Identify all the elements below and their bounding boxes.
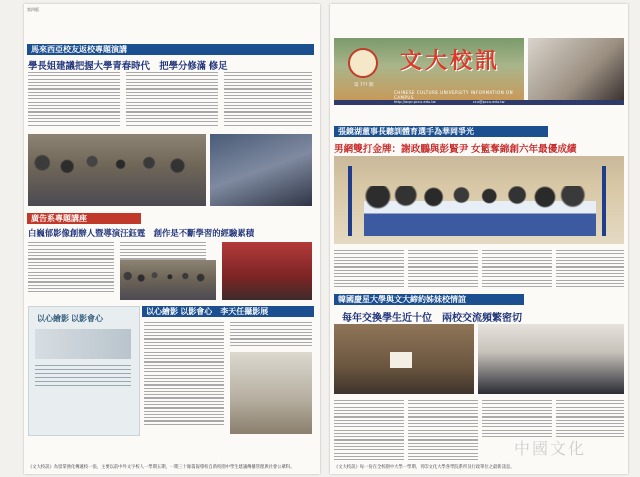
text-block: [334, 400, 404, 462]
university-emblem-icon: [348, 48, 378, 78]
section-banner-korea: 韓國慶星大學與文大締約姊妹校情誼: [334, 294, 524, 305]
section-banner-sports: 張鏡湖董事長聽訓體育選手為華岡爭光: [334, 126, 548, 137]
text-block: [334, 250, 404, 289]
page-number: 第四版: [27, 7, 39, 12]
text-block: [28, 72, 120, 128]
section-banner-ad: 廣告系專題講座: [27, 213, 141, 224]
text-block: [144, 322, 224, 427]
poster-text: [35, 365, 131, 427]
left-page: [24, 4, 320, 474]
text-block: [556, 250, 624, 289]
headline-korea: 每年交換學生近十位 兩校交流頻繁密切: [342, 313, 522, 324]
text-block: [28, 242, 114, 295]
portrait-photo: [528, 38, 624, 100]
text-block: [408, 400, 478, 462]
certificate: [390, 352, 412, 368]
text-block: [230, 322, 312, 348]
exhibition-poster: [28, 306, 140, 436]
section-banner-photo-exhibit: 以心繪影 以影會心 李天任攝影展: [142, 306, 314, 317]
exhibit-hall-photo: [230, 352, 312, 434]
right-footer: 《文大校訊》每一份在全校園中大學一學期，刊印文化大學各學院系所及行政單位之最新訊息。: [334, 465, 515, 470]
text-block: [126, 72, 218, 128]
lecture-photo: [210, 134, 312, 206]
text-block: [408, 250, 478, 289]
text-block: [482, 400, 552, 439]
flag-icon: [348, 166, 352, 236]
website-url[interactable]: http://ocpr.pccu.edu.tw: [394, 100, 436, 104]
masthead: [334, 38, 524, 100]
poster-image: [35, 329, 131, 359]
masthead-info-bar: [334, 100, 624, 105]
stage-photo: [222, 242, 312, 300]
masthead-title: 文大校訊: [400, 48, 501, 73]
section-banner-alumni: 馬來西亞校友返校專題演講: [27, 44, 314, 55]
masthead-subtitle: CHINESE CULTURE UNIVERSITY INFORMATION ON CAMPUS: [394, 90, 514, 100]
athletes-group-photo: [334, 156, 624, 244]
watermark: 中國文化: [513, 441, 586, 458]
text-block: [224, 72, 312, 128]
poster-title: 以心繪影 以影會心: [37, 314, 103, 323]
text-block: [482, 250, 552, 289]
issue-number: 第 7?? 期: [354, 83, 374, 88]
headline-ad: 白巍郁影像創辦人暨導演汪鈺霆 創作是不斷學習的經驗累積: [28, 228, 255, 238]
left-footer: 《文大校訊》為留掌強化傳遞校一張，主要以前中外文字校人一學期五期，一期三十餘篇報導校自新校園中學生建議傳播管理與社會公眾科。: [28, 465, 295, 470]
agreement-signing-photo: [334, 324, 474, 394]
email-address[interactable]: ccu@pccu.edu.tw: [472, 100, 505, 104]
text-block: [556, 400, 624, 439]
headline-sports: 男網雙打金牌：謝政鵬與彭賢尹 女籃奪錦創六年最優成績: [334, 144, 577, 155]
headline-alumni: 學長姐建議把握大學青春時代 把學分修滿 修足: [28, 60, 228, 71]
right-page: [330, 4, 628, 474]
delegation-photo: [478, 324, 624, 394]
group-photo-alumni: [28, 134, 206, 206]
speaker-group-photo: [120, 260, 216, 300]
flag-icon: [602, 166, 606, 236]
athletes: [364, 186, 596, 236]
